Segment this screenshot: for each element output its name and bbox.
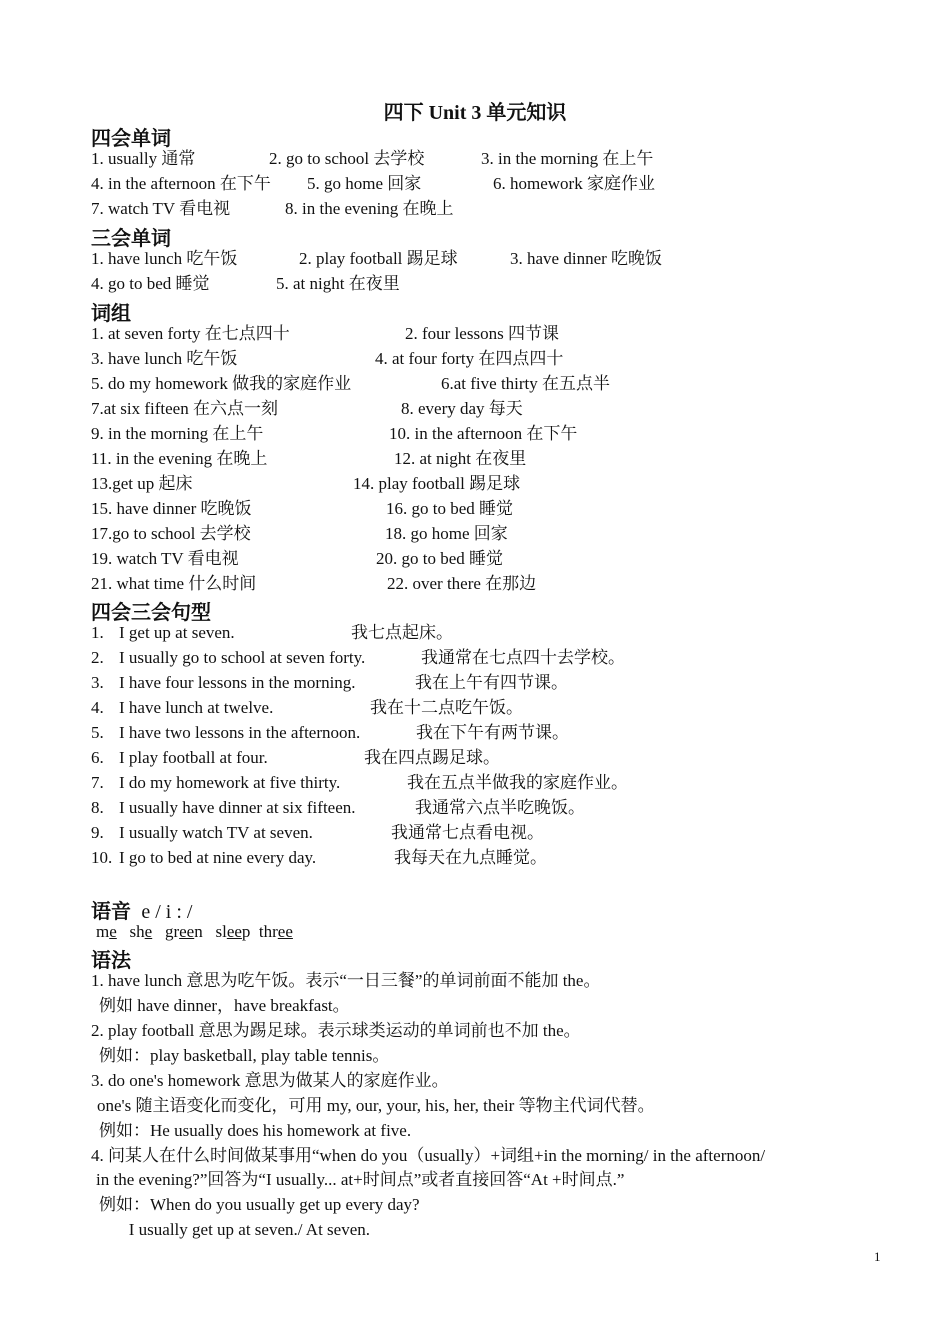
page-title: 四下 Unit 3 单元知识: [383, 102, 567, 124]
phonics-word: me: [96, 922, 117, 941]
sentence-english: I usually have dinner at six fifteen.: [119, 798, 356, 817]
word-item: 4. go to bed 睡觉: [91, 274, 210, 293]
phonics-word: three: [258, 922, 293, 941]
grammar-line: 例如 have dinner，have breakfast。: [99, 996, 350, 1015]
phrase-item: 7.at six fifteen 在六点一刻: [91, 399, 278, 418]
phrase-item: 14. play football 踢足球: [353, 474, 521, 493]
sentence-chinese: 我通常六点半吃晚饭。: [415, 798, 585, 817]
sentence-english: I play football at four.: [119, 748, 268, 767]
phrase-item: 16. go to bed 睡觉: [386, 499, 514, 518]
grammar-line: 例如：When do you usually get up every day?: [99, 1195, 420, 1214]
sentence-chinese: 我七点起床。: [351, 623, 453, 642]
phrase-item: 13.get up 起床: [91, 474, 193, 493]
phonics-sound: e / i : /: [141, 901, 193, 923]
word-item: 5. go home 回家: [307, 174, 422, 193]
grammar-line: 2. play football 意思为踢足球。表示球类运动的单词前也不加 the。: [91, 1021, 581, 1040]
phonics-label: 语音: [91, 899, 131, 923]
word-item: 2. go to school 去学校: [269, 149, 425, 168]
grammar-line: in the evening?”回答为“I usually... at+时间点”或者直接回答“At +时间点.”: [96, 1170, 625, 1189]
grammar-line: 例如：play basketball, play table tennis。: [99, 1046, 390, 1065]
phrase-item: 18. go home 回家: [385, 524, 508, 543]
sentence-english: I usually watch TV at seven.: [119, 823, 313, 842]
word-item: 5. at night 在夜里: [276, 274, 400, 293]
word-item: 3. in the morning 在上午: [481, 149, 654, 168]
phrase-item: 8. every day 每天: [401, 399, 523, 418]
phrase-item: 11. in the evening 在晚上: [91, 449, 268, 468]
sentence-number: 4.: [91, 698, 104, 717]
sentence-chinese: 我通常在七点四十去学校。: [421, 648, 625, 667]
sentence-number: 6.: [91, 748, 104, 767]
section-heading-phrases: 词组: [91, 301, 131, 325]
phonics-word: she: [129, 922, 153, 941]
phonics-words: [96, 920, 293, 944]
phrase-item: 4. at four forty 在四点四十: [375, 349, 564, 368]
phrase-item: 15. have dinner 吃晚饭: [91, 499, 252, 518]
phrase-item: 17.go to school 去学校: [91, 524, 251, 543]
sentence-english: I go to bed at nine every day.: [119, 848, 317, 867]
word-item: 3. have dinner 吃晚饭: [510, 249, 663, 268]
phrase-item: 5. do my homework 做我的家庭作业: [91, 374, 352, 393]
grammar-line: 例如：He usually does his homework at five.: [99, 1121, 412, 1140]
grammar-line: I usually get up at seven./ At seven.: [99, 1220, 371, 1239]
sentence-english: I have lunch at twelve.: [119, 698, 274, 717]
word-item: 1. usually 通常: [91, 149, 196, 168]
sentence-chinese: 我每天在九点睡觉。: [394, 848, 547, 867]
word-item: 8. in the evening 在晚上: [285, 199, 454, 218]
page-number: 1: [874, 1249, 881, 1264]
sentence-chinese: 我在四点踢足球。: [364, 748, 500, 767]
grammar-line: one's 随主语变化而变化，可用 my, our, your, his, her, their 等物主代词代替。: [97, 1096, 655, 1115]
phrase-item: 1. at seven forty 在七点四十: [91, 324, 290, 343]
phrase-item: 22. over there 在那边: [387, 574, 537, 593]
word-item: 7. watch TV 看电视: [91, 199, 231, 218]
sentence-number: 8.: [91, 798, 104, 817]
sentence-number: 3.: [91, 673, 104, 692]
word-item: 6. homework 家庭作业: [493, 174, 655, 193]
section-heading-sentence-patterns: 四会三会句型: [91, 600, 211, 624]
sentence-number: 5.: [91, 723, 104, 742]
sentence-chinese: 我在上午有四节课。: [415, 673, 568, 692]
phrase-item: 10. in the afternoon 在下午: [389, 424, 578, 443]
phrase-item: 21. what time 什么时间: [91, 574, 257, 593]
sentence-number: 7.: [91, 773, 104, 792]
section-heading-grammar: 语法: [91, 948, 131, 972]
grammar-line: 3. do one's homework 意思为做某人的家庭作业。: [91, 1071, 449, 1090]
section-heading-three-skill-words: 三会单词: [91, 226, 171, 250]
sentence-number: 1.: [91, 623, 104, 642]
grammar-line: 4. 问某人在什么时间做某事用“when do you（usually）+词组+in the morning/ in the afternoon/: [91, 1146, 766, 1165]
sentence-chinese: 我在下午有两节课。: [416, 723, 569, 742]
phrase-item: 3. have lunch 吃午饭: [91, 349, 238, 368]
phonics-word: sleep: [215, 922, 251, 941]
phonics-word: green: [164, 922, 203, 941]
sentence-english: I do my homework at five thirty.: [119, 773, 341, 792]
sentence-number: 9.: [91, 823, 104, 842]
sentence-chinese: 我通常七点看电视。: [391, 823, 544, 842]
sentence-number: 10.: [91, 848, 113, 867]
sentence-number: 2.: [91, 648, 104, 667]
sentence-english: I usually go to school at seven forty.: [119, 648, 366, 667]
sentence-english: I get up at seven.: [119, 623, 235, 642]
phrase-item: 20. go to bed 睡觉: [376, 549, 504, 568]
section-heading-four-skill-words: 四会单词: [91, 126, 171, 150]
phrase-item: 19. watch TV 看电视: [91, 549, 239, 568]
sentence-chinese: 我在五点半做我的家庭作业。: [407, 773, 628, 792]
word-item: 2. play football 踢足球: [299, 249, 458, 268]
word-item: 1. have lunch 吃午饭: [91, 249, 238, 268]
phrase-item: 2. four lessons 四节课: [405, 324, 559, 343]
phrase-item: 12. at night 在夜里: [394, 449, 527, 468]
phrase-item: 6.at five thirty 在五点半: [441, 374, 611, 393]
sentence-chinese: 我在十二点吃午饭。: [370, 698, 523, 717]
grammar-line: 1. have lunch 意思为吃午饭。表示“一日三餐”的单词前面不能加 the。: [91, 971, 601, 990]
word-item: 4. in the afternoon 在下午: [91, 174, 271, 193]
phrase-item: 9. in the morning 在上午: [91, 424, 264, 443]
sentence-english: I have four lessons in the morning.: [119, 673, 356, 692]
sentence-english: I have two lessons in the afternoon.: [119, 723, 361, 742]
